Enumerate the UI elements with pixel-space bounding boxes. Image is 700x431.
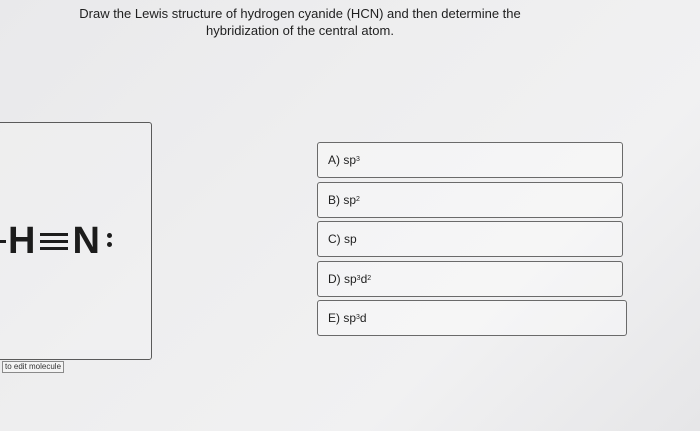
- lone-pair-dots: [107, 233, 112, 247]
- option-c-text: C) sp: [328, 232, 357, 246]
- option-a-text: A) sp: [328, 153, 357, 167]
- option-a[interactable]: A) sp 3: [317, 142, 623, 178]
- question-text: [20, 5, 580, 39]
- atom-hydrogen: H: [8, 219, 37, 262]
- atom-nitrogen: N: [72, 219, 101, 262]
- answer-options: [317, 142, 627, 340]
- option-d[interactable]: D) sp 3 d 2: [317, 261, 623, 297]
- edit-molecule-label[interactable]: to edit molecule: [2, 361, 64, 373]
- option-c[interactable]: [317, 221, 623, 257]
- option-b[interactable]: B) sp 2: [317, 182, 623, 218]
- triple-bond: [40, 233, 68, 250]
- option-e[interactable]: E) sp 3 d: [317, 300, 627, 336]
- bond-stub: [0, 240, 6, 243]
- option-d-suffix: d: [360, 271, 368, 286]
- option-d-text: D) sp: [328, 271, 357, 286]
- question-line-2: hybridization of the central atom.: [206, 23, 394, 38]
- option-b-text: B) sp: [328, 192, 357, 207]
- option-e-text: E) sp: [328, 311, 357, 325]
- question-line-1: Draw the Lewis structure of hydrogen cyanide (HCN) and then determine the: [79, 6, 521, 21]
- lewis-structure[interactable]: [0, 219, 112, 263]
- option-e-suffix: d: [359, 311, 367, 325]
